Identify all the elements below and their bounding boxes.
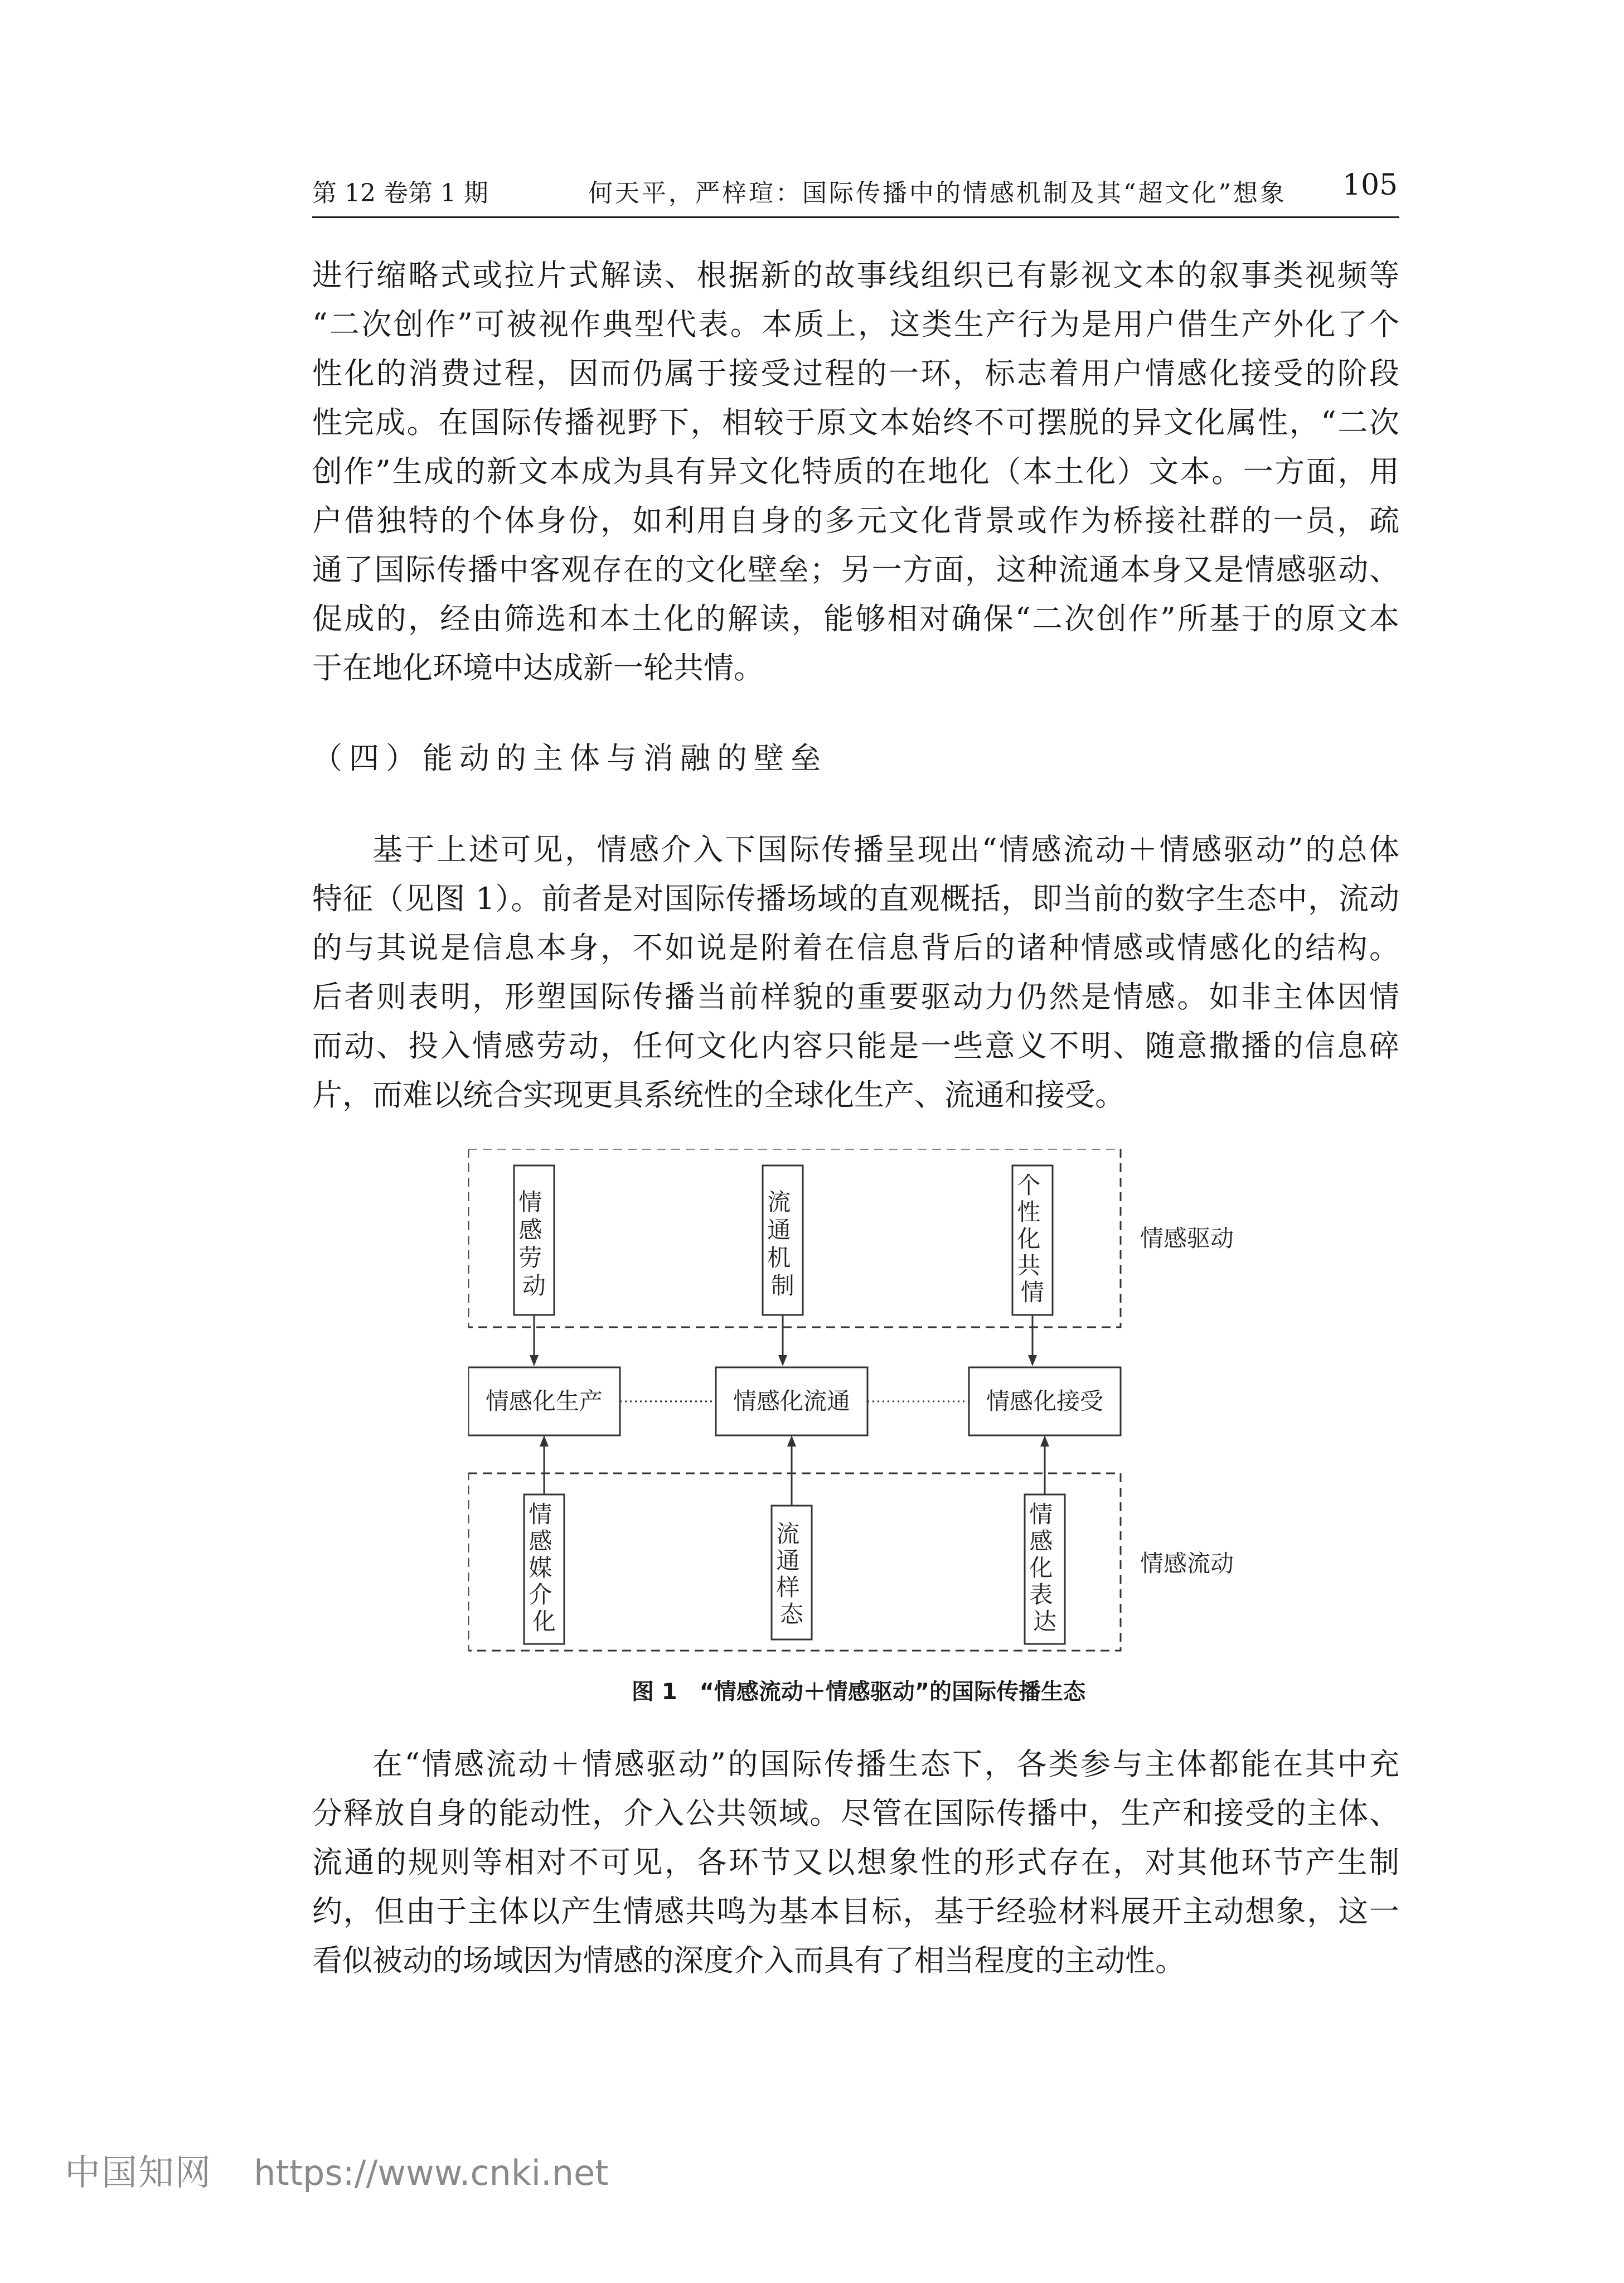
running-header-title: 何天平，严梓瑄：国际传播中的情感机制及其“超文化”想象 <box>588 179 1287 207</box>
middle-box-2 <box>716 1367 867 1435</box>
text-line: 分释放自身的能动性，介入公共领域。尽管在国际传播中，生产和接受的主体、 <box>312 1796 1399 1831</box>
text-line: 流通的规则等相对不可见，各环节又以想象性的形式存在，对其他环节产生制 <box>312 1845 1399 1880</box>
arrow-up-1 <box>540 1435 549 1494</box>
arrow-down-1 <box>530 1315 539 1366</box>
running-header-issue: 第 12 卷第 1 期 <box>312 179 488 207</box>
figure-1-diagram <box>468 1149 1249 1695</box>
text-line: 于在地化环境中达成新一轮共情。 <box>312 650 764 685</box>
text-line: 户借独特的个体身份，如利用自身的多元文化背景或作为桥接社群的一员，疏 <box>312 503 1399 538</box>
arrow-down-3 <box>1028 1315 1037 1366</box>
bottom-box-2-label: 流 通 样 态 <box>776 1520 804 1628</box>
middle-box-3 <box>969 1367 1121 1435</box>
bottom-box-3-label: 情 感 化 表 达 <box>1029 1501 1057 1635</box>
text-line: 性完成。在国际传播视野下，相较于原文本始终不可摆脱的异文化属性，“二次 <box>312 405 1399 440</box>
arrow-up-2 <box>787 1435 796 1506</box>
cnki-brand: 中国知网 <box>65 2153 212 2194</box>
text-line: 后者则表明，形塑国际传播当前样貌的重要驱动力仍然是情感。如非主体因情 <box>312 979 1399 1014</box>
middle-box-2-label: 情感化流通 <box>733 1387 851 1415</box>
paragraph-1 <box>312 251 1399 693</box>
arrow-up-3 <box>1040 1435 1049 1494</box>
top-box-1 <box>514 1165 554 1315</box>
bottom-box-2 <box>772 1506 812 1639</box>
top-box-3 <box>1012 1165 1053 1315</box>
bottom-box-3 <box>1025 1494 1065 1644</box>
text-line: 通了国际传播中客观存在的文化壁垒；另一方面，这种流通本身又是情感驱动、 <box>312 552 1399 587</box>
text-line: 性化的消费过程，因而仍属于接受过程的一环，标志着用户情感化接受的阶段 <box>312 356 1399 391</box>
text-line: 的与其说是信息本身，不如说是附着在信息背后的诸种情感或情感化的结构。 <box>312 930 1399 965</box>
text-line: 片，而难以统合实现更具系统性的全球化生产、流通和接受。 <box>312 1077 1125 1113</box>
group-label-flow: 情感流动 <box>1140 1550 1234 1577</box>
top-box-2 <box>763 1165 803 1315</box>
text-line: 特征（见图 1）。前者是对国际传播场域的直观概括，即当前的数字生态中，流动 <box>312 881 1399 916</box>
paragraph-2 <box>312 825 1399 1120</box>
bottom-box-1 <box>524 1494 564 1644</box>
top-box-2-label: 流 通 机 制 <box>767 1188 795 1299</box>
figure-caption: 图 1 “情感流动＋情感驱动”的国际传播生态 <box>631 1679 1086 1705</box>
text-line: 在“情感流动＋情感驱动”的国际传播生态下，各类参与主体都能在其中充 <box>372 1747 1399 1782</box>
text-line: 进行缩略式或拉片式解读、根据新的故事线组织已有影视文本的叙事类视频等 <box>312 258 1399 293</box>
group-label-drive: 情感驱动 <box>1140 1225 1234 1252</box>
section-heading: （四）能动的主体与消融的壁垒 <box>312 741 827 776</box>
middle-box-1-label: 情感化生产 <box>485 1387 603 1415</box>
middle-box-3-label: 情感化接受 <box>986 1387 1104 1415</box>
text-line: 创作”生成的新文本成为具有异文化特质的在地化（本土化）文本。一方面，用 <box>312 454 1399 489</box>
cnki-url[interactable]: https://www.cnki.net <box>254 2153 609 2193</box>
text-line: “二次创作”可被视作典型代表。本质上，这类生产行为是用户借生产外化了个 <box>312 307 1399 342</box>
cnki-watermark <box>65 2144 608 2195</box>
text-line: 促成的，经由筛选和本土化的解读，能够相对确保“二次创作”所基于的原文本 <box>312 601 1399 636</box>
bottom-box-1-label: 情 感 媒 介 化 <box>529 1501 556 1635</box>
text-line: 看似被动的场域因为情感的深度介入而具有了相当程度的主动性。 <box>312 1943 1185 1978</box>
paragraph-3 <box>312 1740 1399 1985</box>
text-line: 基于上述可见，情感介入下国际传播呈现出“情感流动＋情感驱动”的总体 <box>372 832 1399 867</box>
header-rule <box>312 216 1399 218</box>
text-line: 约，但由于主体以产生情感共鸣为基本目标，基于经验材料展开主动想象，这一 <box>312 1894 1399 1929</box>
arrow-down-2 <box>778 1315 787 1366</box>
top-box-1-label: 情 感 劳 动 <box>518 1188 546 1299</box>
middle-box-1 <box>468 1367 620 1435</box>
top-box-3-label: 个 性 化 共 情 <box>1017 1172 1045 1306</box>
text-line: 而动、投入情感劳动，任何文化内容只能是一些意义不明、随意撒播的信息碎 <box>312 1028 1399 1063</box>
page-number: 105 <box>1342 168 1398 202</box>
